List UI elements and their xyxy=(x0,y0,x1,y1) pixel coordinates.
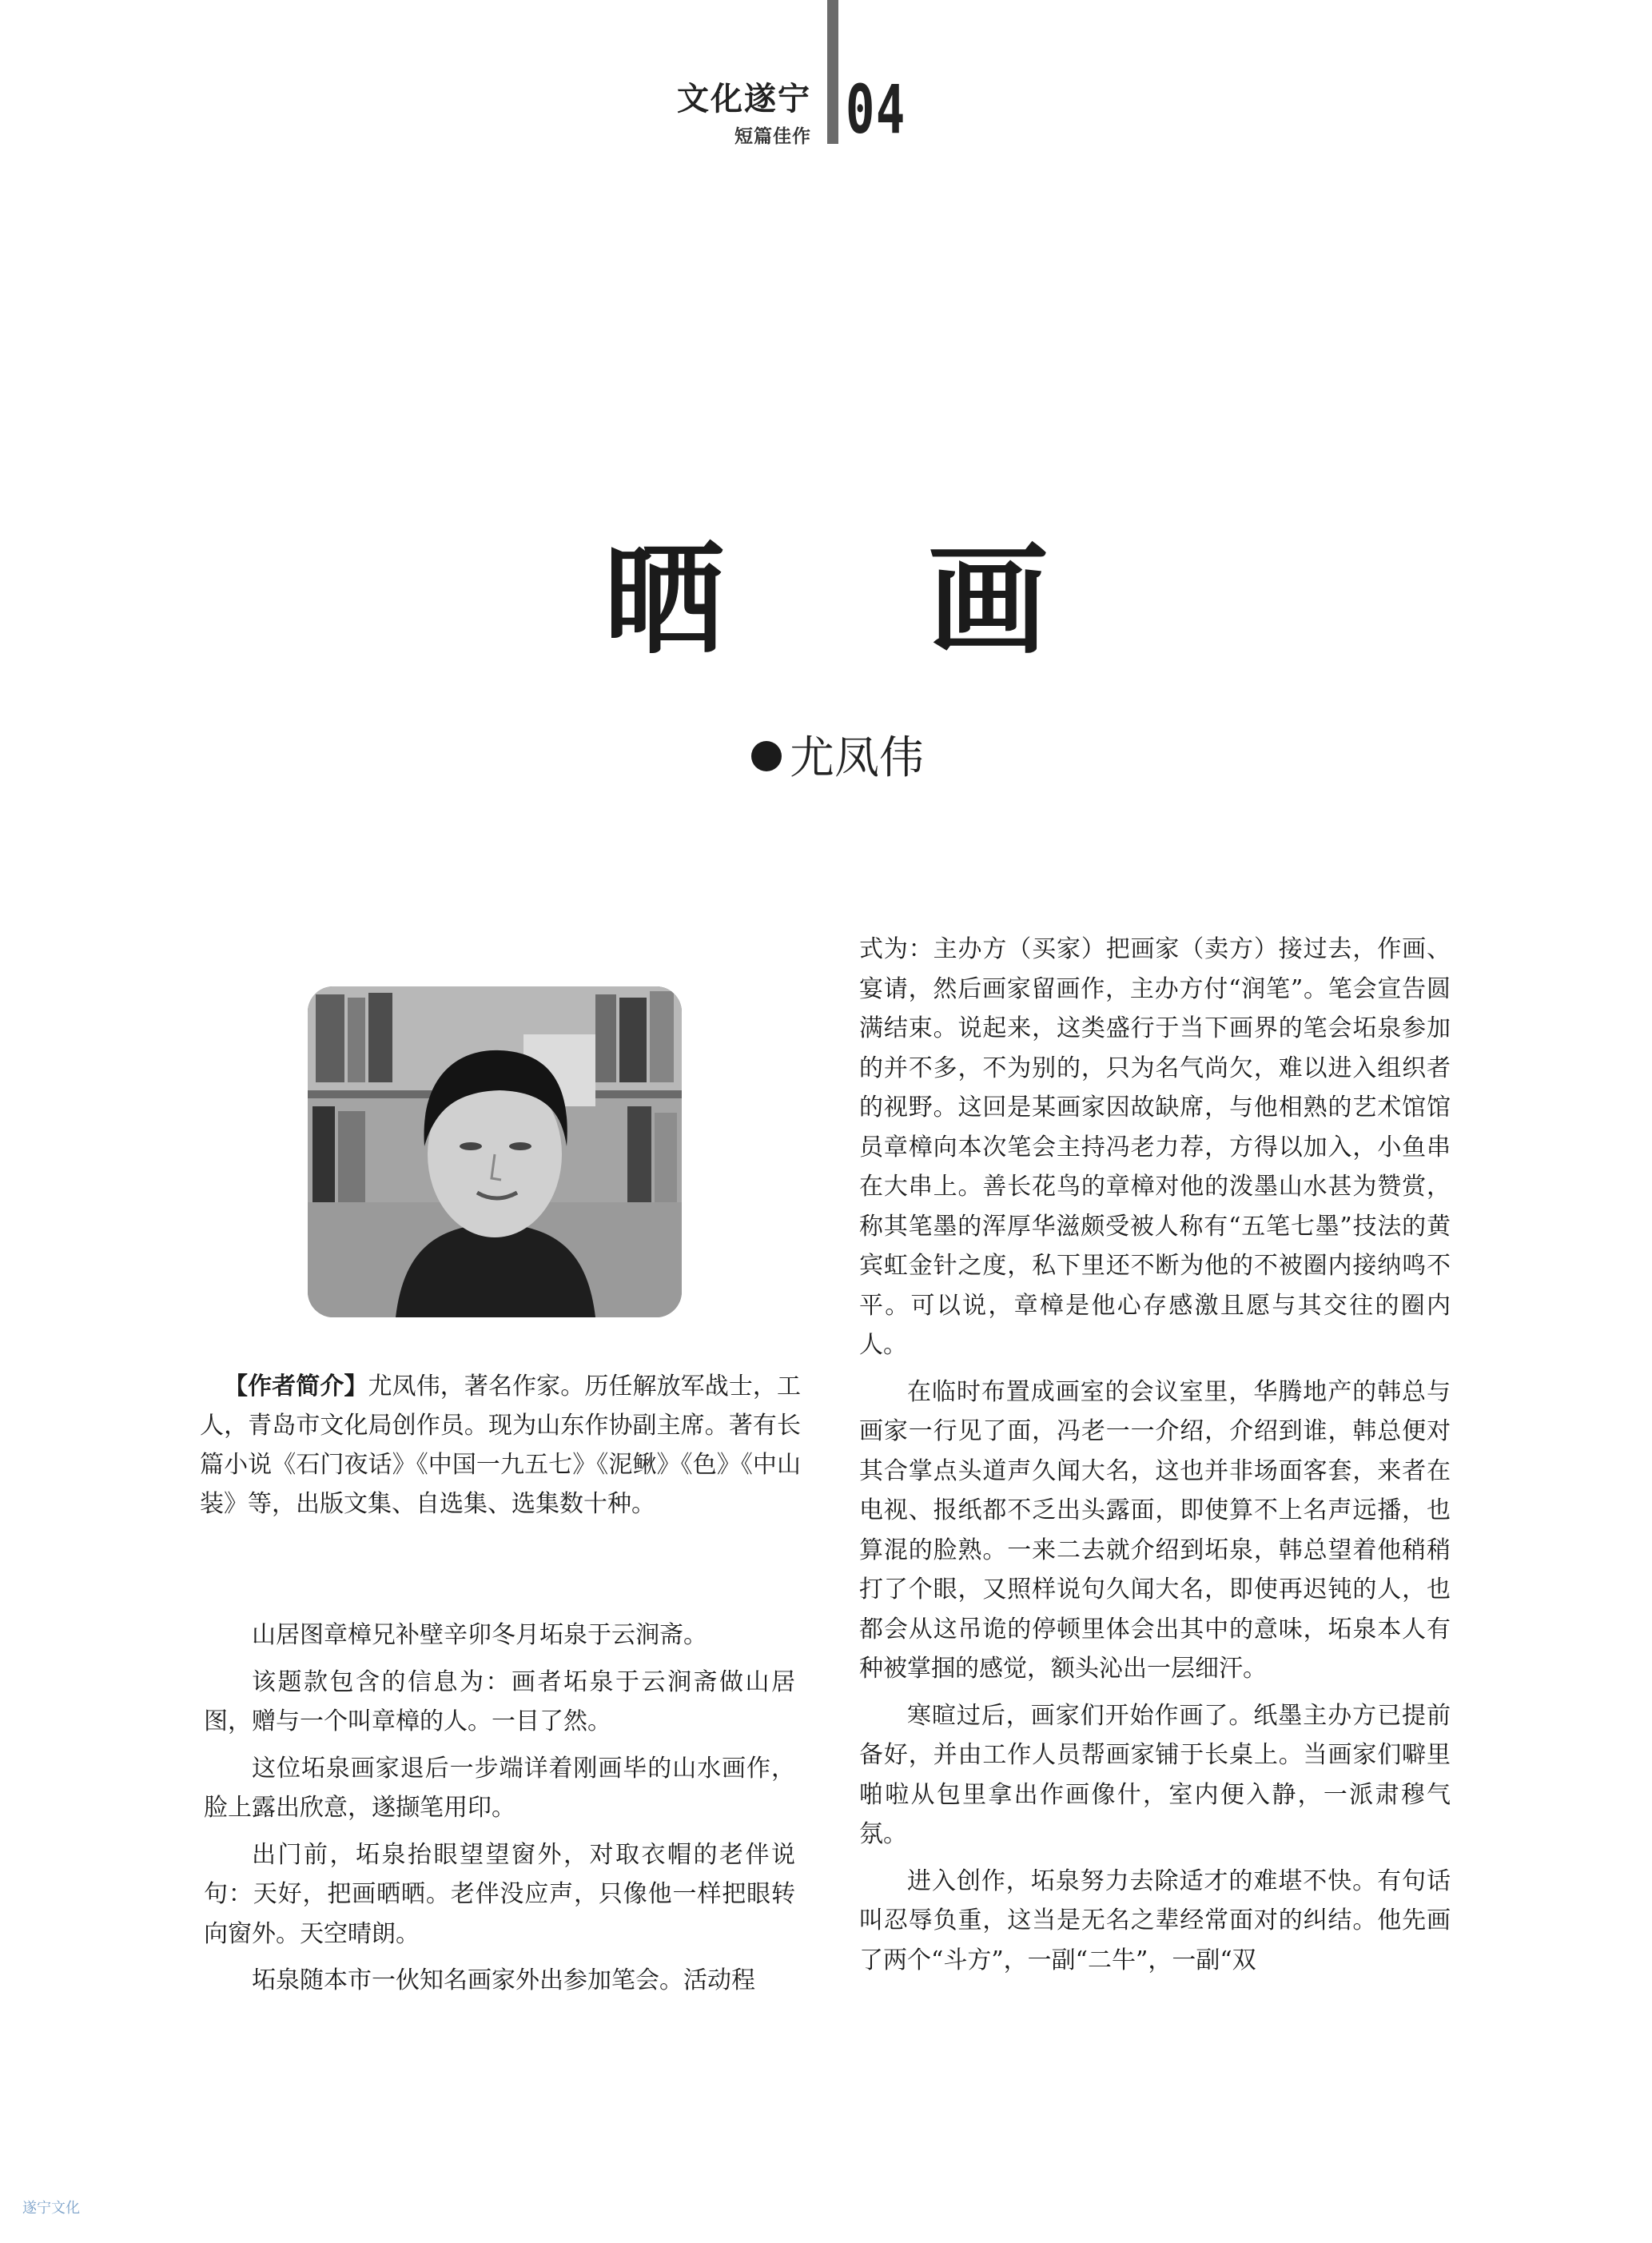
paragraph: 进入创作，坧泉努力去除适才的难堪不快。有句话叫忍辱负重，这当是无名之辈经常面对的纠结。他先画了两个“斗方”，一副“二牛”，一副“双 xyxy=(859,1867,1451,1974)
portrait-image xyxy=(308,986,682,1317)
title-char-1: 晒 xyxy=(603,530,724,671)
paragraph: 这位坧泉画家退后一步端详着刚画毕的山水画作，脸上露出欣意，遂撷笔用印。 xyxy=(204,1754,795,1822)
article-column-left xyxy=(204,1616,795,2008)
title-char-2: 画 xyxy=(928,530,1049,671)
bullet-icon xyxy=(751,741,782,771)
paragraph: 在临时布置成画室的会议室里，华腾地产的韩总与画家一行见了面，冯老一一介绍，介绍到谁，韩总便对其合掌点头道声久闻大名，这也并非场面客套，来者在电视、报纸都不乏出头露面，即使算不上名声远播，也算混的脸熟。一来二去就介绍到坧泉，韩总望着他稍稍打了个眼，又照样说句久闻大名，即使再迟钝的人，也都会从这吊诡的停顿里体会出其中的意味，坧泉本人有种被掌掴的感觉，额头沁出一层细汗。 xyxy=(859,1377,1451,1683)
publisher-logo: 遂宁文化 xyxy=(22,2200,80,2217)
paragraph-continued: 式为：主办方（买家）把画家（卖方）接过去，作画、宴请，然后画家留画作，主办方付“润笔”。笔会宣告圆满结束。说起来，这类盛行于当下画界的笔会坧泉参加的并不多，不为别的，只为名气尚欠，难以进入组织者的视野。这回是某画家因故缺席，与他相熟的艺术馆馆员章樟向本次笔会主持冯老力荐，方得以加入，小鱼串在大串上。善长花鸟的章樟对他的泼墨山水甚为赞赏，称其笔墨的浑厚华滋颇受被人称有“五笔七墨”技法的黄宾虹金针之度，私下里还不断为他的不被圈内接纳鸣不平。可以说，章樟是他心存感激且愿与其交往的圈内人。 xyxy=(859,935,1451,1359)
section-subtitle: 短篇佳作 xyxy=(734,126,811,147)
paragraph: 坧泉随本市一伙知名画家外出参加笔会。活动程 xyxy=(252,1966,755,1994)
author-photo xyxy=(308,986,682,1317)
page-number: 04 xyxy=(846,70,906,149)
section-title: 文化遂宁 xyxy=(677,80,811,118)
header-rule xyxy=(827,0,838,144)
bio-text: 尤凤伟，著名作家。历任解放军战士，工人，青岛市文化局创作员。现为山东作协副主席。著有长篇小说《石门夜话》《中国一九五七》《泥鳅》《色》《中山装》等，出版文集、自选集、选集数十种。 xyxy=(200,1372,802,1518)
paragraph: 山居图章樟兄补壁辛卯冬月坧泉于云涧斋。 xyxy=(252,1621,707,1649)
author-byline xyxy=(751,723,924,787)
article-column-right xyxy=(859,930,1451,1987)
paragraph: 出门前，坧泉抬眼望望窗外，对取衣帽的老伴说句：天好，把画晒晒。老伴没应声，只像他一样把眼转向窗外。天空晴朗。 xyxy=(204,1840,795,1948)
article-title xyxy=(0,504,1652,676)
paragraph: 该题款包含的信息为：画者坧泉于云涧斋做山居图，赠与一个叫章樟的人。一目了然。 xyxy=(204,1667,795,1735)
bio-label: 【作者简介】 xyxy=(224,1372,368,1400)
paragraph: 寒暄过后，画家们开始作画了。纸墨主办方已提前备好，并由工作人员帮画家铺于长桌上。当画家们噼里啪啦从包里拿出作画像什，室内便入静，一派肃穆气氛。 xyxy=(859,1701,1451,1848)
author-bio xyxy=(200,1367,801,1524)
author-name: 尤凤伟 xyxy=(790,732,924,784)
